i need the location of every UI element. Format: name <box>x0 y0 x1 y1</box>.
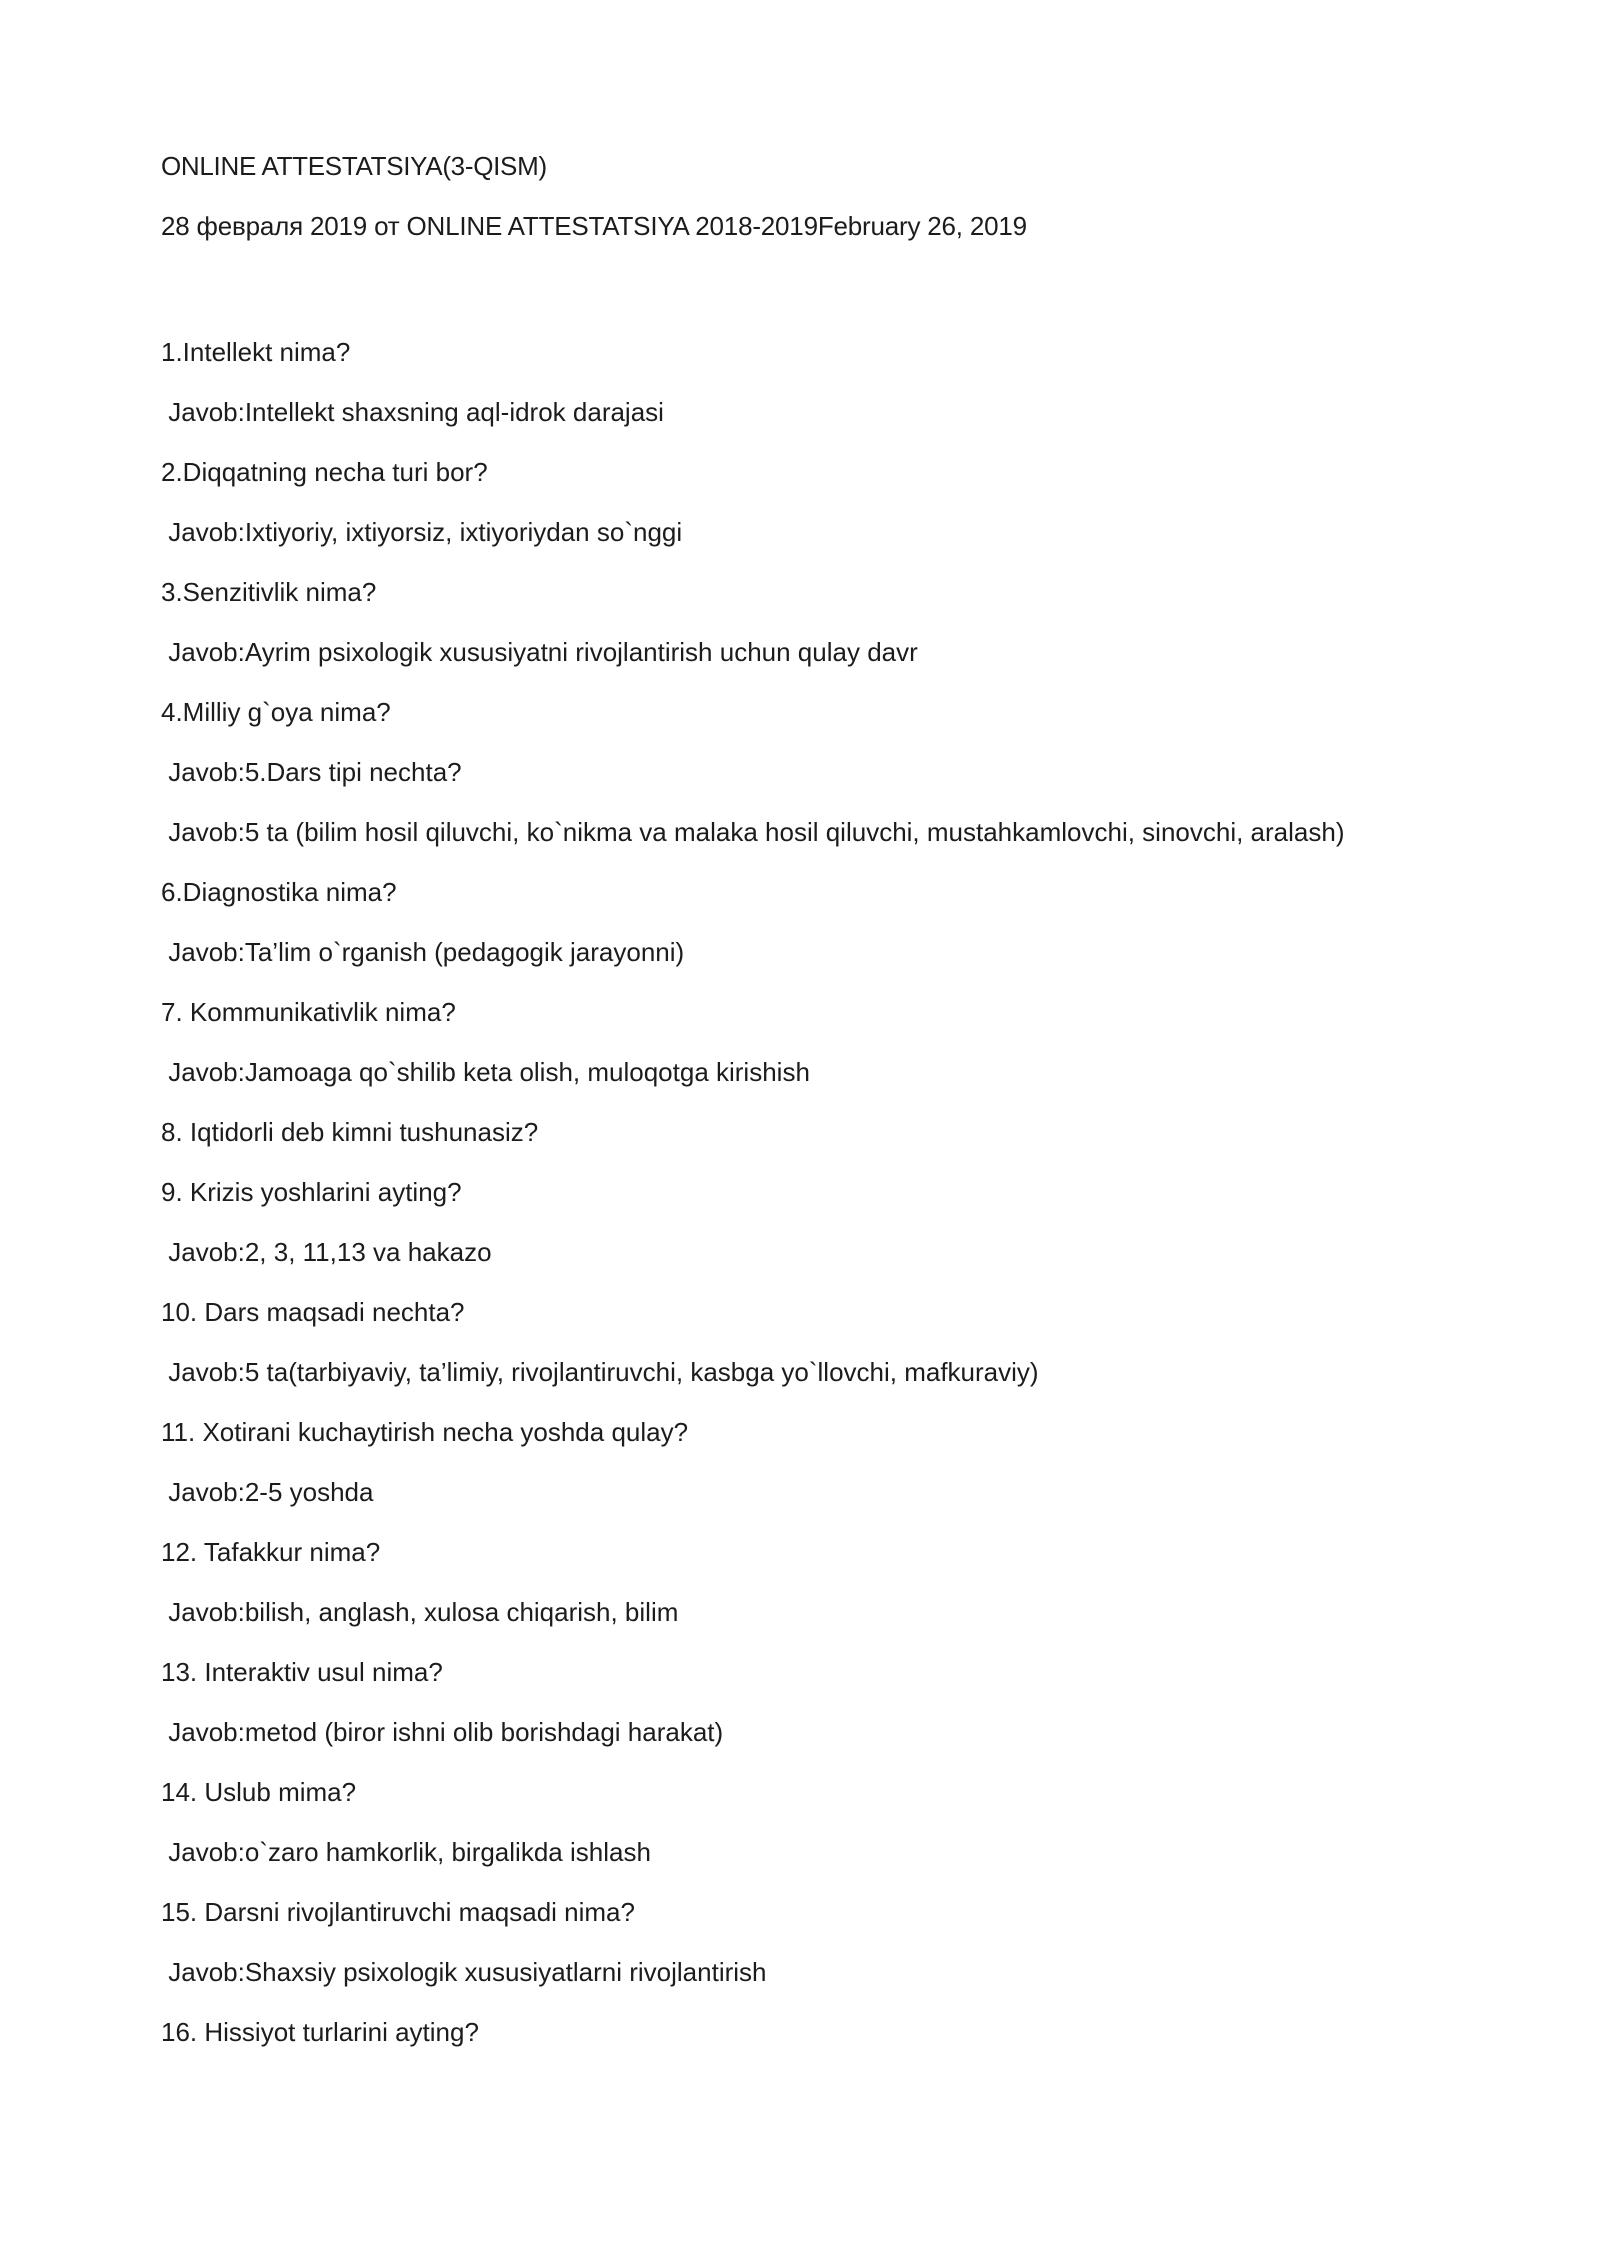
question-line-8: 8. Iqtidorli deb kimni tushunasiz? <box>161 1117 539 1147</box>
question-line-4: 4.Milliy g`oya nima? <box>161 697 391 727</box>
answer-line-12: Javob:bilish, anglash, xulosa chiqarish, bilim <box>161 1597 679 1627</box>
question-line-12: 12. Tafakkur nima? <box>161 1537 381 1567</box>
question-line-9: 9. Krizis yoshlarini ayting? <box>161 1177 462 1207</box>
answer-line-6: Javob:Ta’lim o`rganish (pedagogik jarayonni) <box>161 937 685 967</box>
question-line-14: 14. Uslub mima? <box>161 1777 357 1807</box>
answer-line-11: Javob:2-5 yoshda <box>161 1477 374 1507</box>
question-line-13: 13. Interaktiv usul nima? <box>161 1657 443 1687</box>
answer-line-5: Javob:5 ta (bilim hosil qiluvchi, ko`nikma va malaka hosil qiluvchi, mustahkamlovchi, sinovchi, aralash) <box>161 817 1345 847</box>
question-line-15: 15. Darsni rivojlantiruvchi maqsadi nima? <box>161 1897 635 1927</box>
question-line-2: 2.Diqqatning necha turi bor? <box>161 457 488 487</box>
answer-line-4: Javob:5.Dars tipi nechta? <box>161 757 462 787</box>
answer-line-15: Javob:Shaxsiy psixologik xususiyatlarni rivojlantirish <box>161 1957 767 1987</box>
question-line-1: 1.Intellekt nima? <box>161 337 351 367</box>
blank-gap <box>161 256 1560 322</box>
answer-line-10: Javob:5 ta(tarbiyaviy, ta’limiy, rivojlantiruvchi, kasbga yo`llovchi, mafkuraviy) <box>161 1357 1039 1387</box>
answer-line-7: Javob:Jamoaga qo`shilib keta olish, muloqotga kirishish <box>161 1057 810 1087</box>
answer-line-2: Javob:Ixtiyoriy, ixtiyorsiz, ixtiyoriydan so`nggi <box>161 517 683 547</box>
question-line-11: 11. Xotirani kuchaytirish necha yoshda qulay? <box>161 1417 689 1447</box>
document-title: ONLINE ATTESTATSIYA(3-QISM) <box>161 151 547 181</box>
answer-line-3: Javob:Ayrim psixologik xususiyatni rivojlantirish uchun qulay davr <box>161 637 918 667</box>
question-line-6: 6.Diagnostika nima? <box>161 877 397 907</box>
answer-line-9: Javob:2, 3, 11,13 va hakazo <box>161 1237 492 1267</box>
answer-line-14: Javob:o`zaro hamkorlik, birgalikda ishlash <box>161 1837 651 1867</box>
document-subtitle: 28 февраля 2019 от ONLINE ATTESTATSIYA 2018-2019February 26, 2019 <box>161 211 1027 241</box>
question-line-10: 10. Dars maqsadi nechta? <box>161 1297 465 1327</box>
answer-line-13: Javob:metod (biror ishni olib borishdagi harakat) <box>161 1717 724 1747</box>
question-line-3: 3.Senzitivlik nima? <box>161 577 377 607</box>
question-line-16: 16. Hissiyot turlarini ayting? <box>161 2017 479 2047</box>
answer-line-1: Javob:Intellekt shaxsning aql-idrok darajasi <box>161 397 664 427</box>
question-line-7: 7. Kommunikativlik nima? <box>161 997 456 1027</box>
